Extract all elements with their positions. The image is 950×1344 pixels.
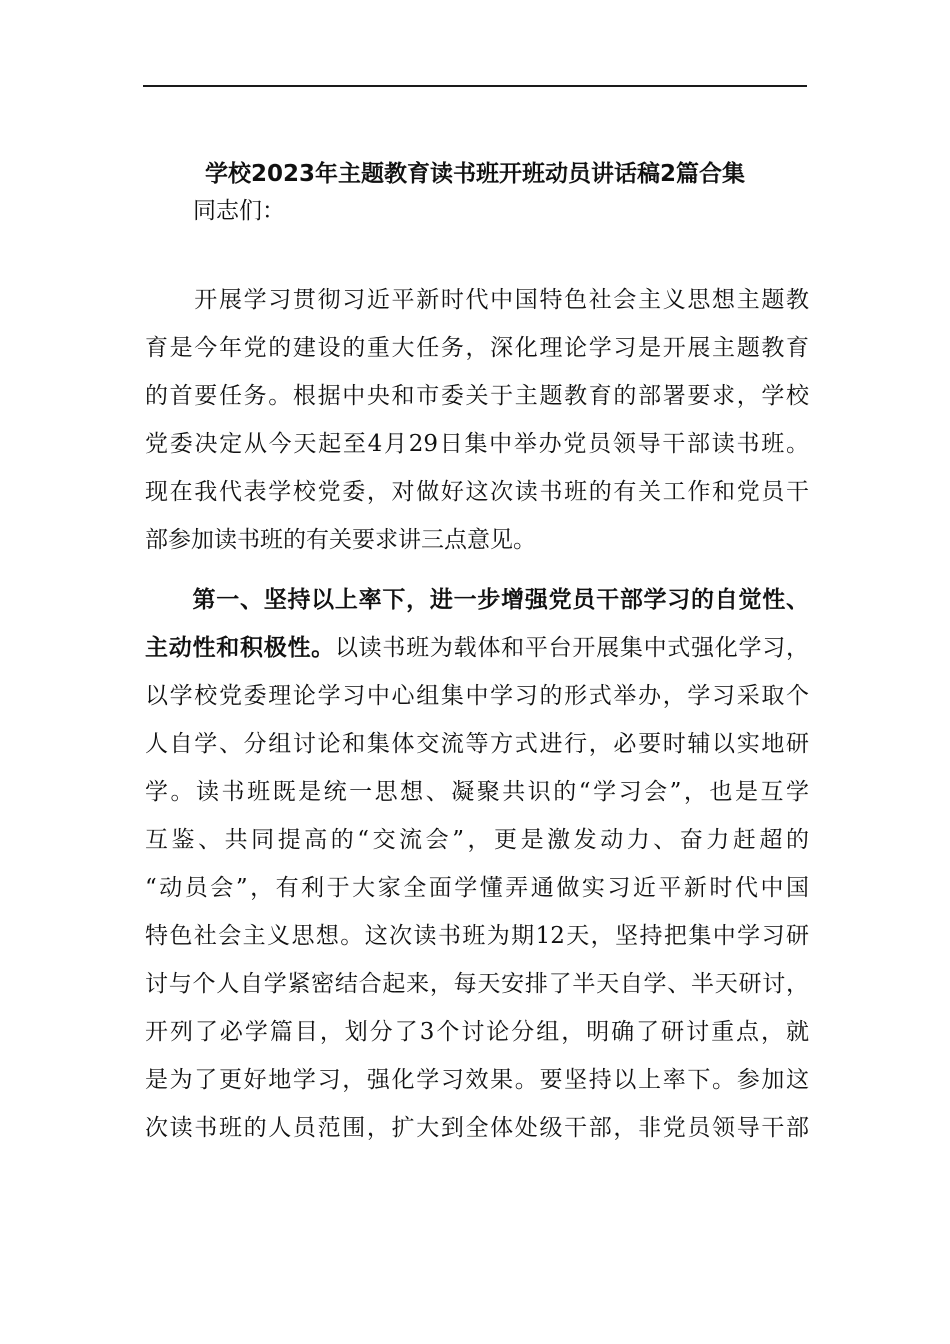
paragraph-text: 以读书班为载体和平台开展集中式强化学习， xyxy=(334,635,810,661)
paragraph-line: 人自学、分组讨论和集体交流等方式进行，必要时辅以实地研 xyxy=(145,731,809,757)
header-rule xyxy=(143,85,807,87)
paragraph-line: 的首要任务。根据中央和市委关于主题教育的部署要求，学校 xyxy=(145,383,809,409)
paragraph-line: 党委决定从今天起至4月29日集中举办党员领导干部读书班。 xyxy=(145,431,809,457)
paragraph-line: “动员会”，有利于大家全面学懂弄通做实习近平新时代中国 xyxy=(145,875,809,901)
paragraph-line: 特色社会主义思想。这次读书班为期12天，坚持把集中学习研 xyxy=(145,923,809,949)
paragraph-line: 以学校党委理论学习中心组集中学习的形式举办，学习采取个 xyxy=(145,683,809,709)
salutation: 同志们： xyxy=(193,198,285,224)
paragraph-point-one xyxy=(145,576,809,1152)
document-title: 学校2023年主题教育读书班开班动员讲话稿2篇合集 xyxy=(204,161,746,187)
paragraph-line: 开列了必学篇目，划分了3个讨论分组，明确了研讨重点，就 xyxy=(145,1019,809,1045)
section-heading-continued: 主动性和积极性。 xyxy=(145,635,335,661)
paragraph-line: 开展学习贯彻习近平新时代中国特色社会主义思想主题教 xyxy=(145,287,809,313)
section-heading-line: 第一、坚持以上率下，进一步增强党员干部学习的自觉性、 xyxy=(145,587,809,613)
paragraph-line: 部参加读书班的有关要求讲三点意见。 xyxy=(145,527,536,553)
paragraph-line: 是为了更好地学习，强化学习效果。要坚持以上率下。参加这 xyxy=(145,1067,809,1093)
paragraph-line: 讨与个人自学紧密结合起来，每天安排了半天自学、半天研讨， xyxy=(145,971,809,997)
paragraph-line xyxy=(145,624,809,672)
paragraph-line: 次读书班的人员范围，扩大到全体处级干部，非党员领导干部 xyxy=(145,1115,809,1141)
paragraph-line: 育是今年党的建设的重大任务，深化理论学习是开展主题教育 xyxy=(145,335,809,361)
paragraph-intro xyxy=(145,276,809,564)
paragraph-line: 现在我代表学校党委，对做好这次读书班的有关工作和党员干 xyxy=(145,479,809,505)
paragraph-line: 学。读书班既是统一思想、凝聚共识的“学习会”，也是互学 xyxy=(145,779,809,805)
paragraph-line: 互鉴、共同提高的“交流会”，更是激发动力、奋力赶超的 xyxy=(145,827,809,853)
